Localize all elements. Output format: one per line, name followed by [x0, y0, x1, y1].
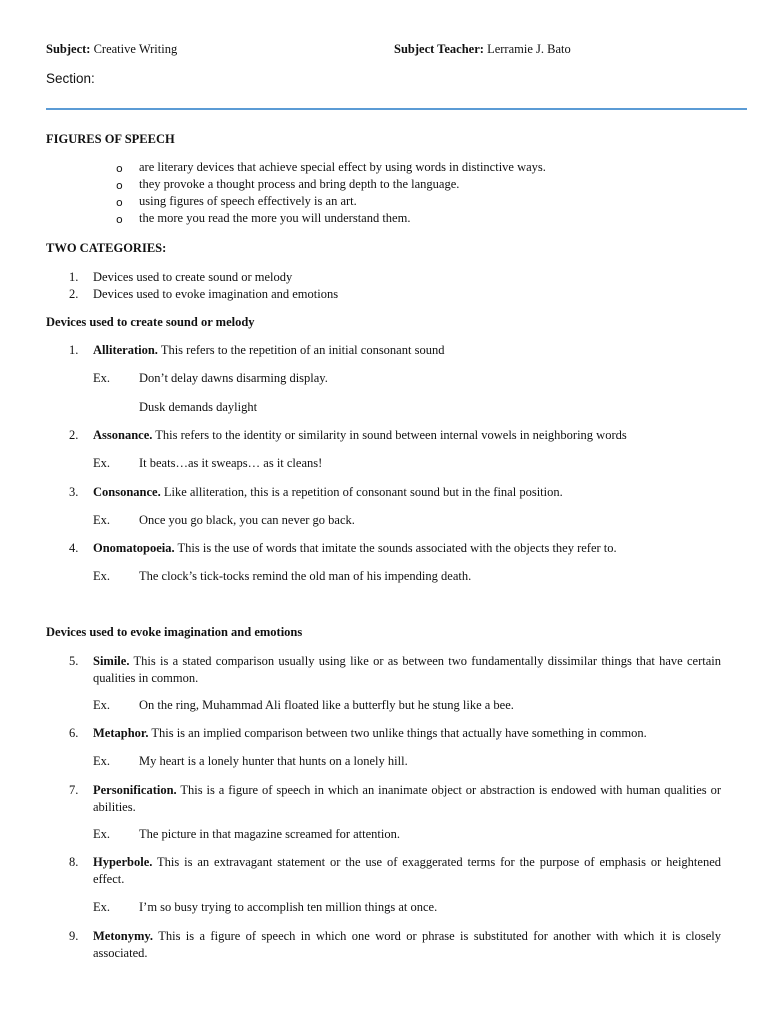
bullet-icon: o [116, 213, 123, 226]
item-number: 3. [69, 485, 79, 499]
categories-title: TWO CATEGORIES: [46, 241, 167, 255]
page-title: FIGURES OF SPEECH [46, 132, 175, 146]
example-text: On the ring, Muhammad Ali floated like a butterfly but he stung like a bee. [139, 698, 514, 712]
figure-description: This refers to the identity or similarity in sound between internal vowels in neighboring words [155, 428, 627, 442]
category-item: Devices used to evoke imagination and emotions [93, 287, 339, 301]
intro-bullet: are literary devices that achieve special effect by using words in distinctive ways. [139, 160, 546, 174]
example-label: Ex. [93, 371, 111, 385]
figure-definition [93, 653, 721, 687]
item-number: 6. [69, 726, 79, 740]
figure-term: Personification. [93, 783, 177, 797]
example-label: Ex. [93, 827, 111, 841]
intro-bullet: using figures of speech effectively is an art. [139, 194, 357, 208]
figure-term: Metonymy. [93, 929, 154, 943]
subject-label: Subject: [46, 42, 91, 56]
item-number: 2. [69, 428, 79, 442]
intro-bullet: the more you read the more you will understand them. [139, 211, 411, 225]
example-label: Ex. [93, 900, 111, 914]
example-label: Ex. [93, 754, 111, 768]
example-text: Once you go black, you can never go back. [139, 513, 355, 527]
teacher-field [394, 42, 571, 57]
figure-term: Hyperbole. [93, 855, 153, 869]
figure-description: This is a figure of speech in which one word or phrase is substituted for another with which it is closely associated. [93, 929, 721, 960]
intro-bullet: they provoke a thought process and bring depth to the language. [139, 177, 460, 191]
example-label: Ex. [93, 456, 111, 470]
figure-description: This is a figure of speech in which an inanimate object or abstraction is endowed with human qualities or abilities. [93, 783, 721, 814]
figure-term: Simile. [93, 654, 130, 668]
bullet-icon: o [116, 162, 123, 175]
figure-definition [93, 343, 444, 358]
figure-description: This is an implied comparison between two unlike things that actually have something in common. [151, 726, 647, 740]
figure-definition [93, 485, 563, 500]
figure-definition [93, 854, 721, 888]
example-text: Dusk demands daylight [139, 400, 258, 414]
teacher-value: Lerramie J. Bato [487, 42, 571, 56]
example-text: The picture in that magazine screamed for attention. [139, 827, 400, 841]
example-text: My heart is a lonely hunter that hunts on a lonely hill. [139, 754, 408, 768]
item-number: 9. [69, 929, 79, 943]
figure-description: This is the use of words that imitate the sounds associated with the objects they refer to. [177, 541, 617, 555]
example-text: I’m so busy trying to accomplish ten million things at once. [139, 900, 438, 914]
figure-term: Metaphor. [93, 726, 149, 740]
figure-term: Onomatopoeia. [93, 541, 175, 555]
bullet-icon: o [116, 179, 123, 192]
example-text: It beats…as it sweaps… as it cleans! [139, 456, 323, 470]
figure-definition [93, 541, 617, 556]
bullet-icon: o [116, 196, 123, 209]
item-number: 8. [69, 855, 79, 869]
example-label: Ex. [93, 698, 111, 712]
teacher-label: Subject Teacher: [394, 42, 484, 56]
section-label: Section: [46, 71, 95, 86]
category-number: 2. [69, 287, 79, 301]
figure-term: Assonance. [93, 428, 153, 442]
example-text: Don’t delay dawns disarming display. [139, 371, 328, 385]
figure-definition [93, 782, 721, 816]
figure-description: This is an extravagant statement or the use of exaggerated terms for the purpose of emphasis or heightened effect. [93, 855, 721, 886]
item-number: 4. [69, 541, 79, 555]
subject-field [46, 42, 177, 57]
figure-definition [93, 928, 721, 962]
figure-description: This refers to the repetition of an initial consonant sound [160, 343, 445, 357]
figure-definition [93, 428, 627, 443]
sound-section-heading: Devices used to create sound or melody [46, 315, 255, 329]
figure-term: Alliteration. [93, 343, 158, 357]
imagination-section-heading: Devices used to evoke imagination and emotions [46, 625, 303, 639]
item-number: 7. [69, 783, 79, 797]
figure-definition [93, 726, 647, 741]
figure-description: Like alliteration, this is a repetition of consonant sound but in the final position. [163, 485, 563, 499]
example-label: Ex. [93, 569, 111, 583]
example-text: The clock’s tick-tocks remind the old man of his impending death. [139, 569, 472, 583]
figure-description: This is a stated comparison usually using like or as between two fundamentally dissimilar things that have certain qualities in common. [93, 654, 721, 685]
header-divider [46, 108, 747, 110]
item-number: 5. [69, 654, 79, 668]
item-number: 1. [69, 343, 79, 357]
category-item: Devices used to create sound or melody [93, 270, 293, 284]
category-number: 1. [69, 270, 79, 284]
subject-value: Creative Writing [93, 42, 178, 56]
figure-term: Consonance. [93, 485, 161, 499]
example-label: Ex. [93, 513, 111, 527]
